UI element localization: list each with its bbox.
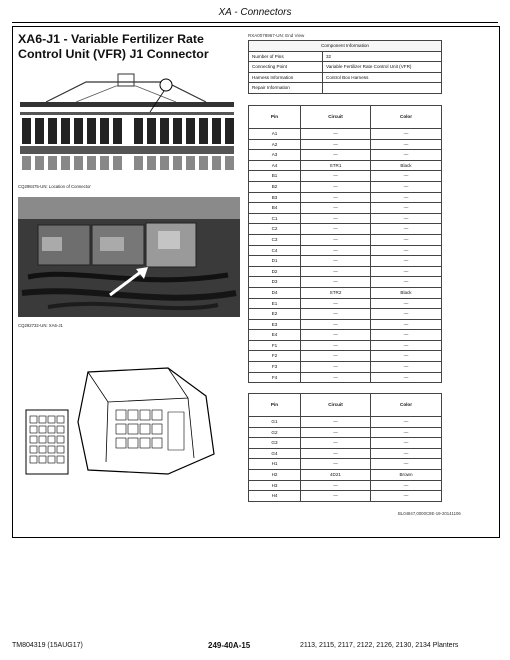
color-cell: — (371, 203, 442, 214)
pin-cell: E3 (249, 319, 301, 330)
circuit-cell: — (301, 266, 371, 277)
circuit-cell: — (301, 372, 371, 383)
pin-cell: B4 (249, 203, 301, 214)
color-header: Color (371, 394, 442, 417)
pin-table-2 (248, 393, 442, 502)
color-cell: — (371, 129, 442, 140)
pin-cell: H2 (249, 469, 301, 480)
pin-cell: C4 (249, 245, 301, 256)
color-cell: — (371, 171, 442, 182)
circuit-cell: STR2 (301, 287, 371, 298)
color-cell: — (371, 438, 442, 449)
table-row (249, 266, 442, 277)
color-cell: — (371, 491, 442, 502)
pin-cell: A2 (249, 139, 301, 150)
circuit-cell: — (301, 192, 371, 203)
footer-page-number: 249-40A-15 (208, 641, 251, 650)
pin-cell: B3 (249, 192, 301, 203)
pin-cell: H3 (249, 480, 301, 491)
color-cell: — (371, 362, 442, 373)
circuit-cell: — (301, 256, 371, 267)
circuit-cell: — (301, 340, 371, 351)
circuit-cell: — (301, 139, 371, 150)
pin-cell: F4 (249, 372, 301, 383)
pin-cell: E4 (249, 330, 301, 341)
table-row (249, 491, 442, 502)
table-row (249, 417, 442, 428)
color-cell: — (371, 330, 442, 341)
pin-cell: F1 (249, 340, 301, 351)
figure2-caption: CQ292732-UN: XA6-J1 (18, 323, 63, 328)
table-row (249, 83, 442, 94)
circuit-cell: — (301, 213, 371, 224)
info-key: Number of Pins (249, 51, 323, 62)
color-cell: — (371, 340, 442, 351)
pin-cell: B2 (249, 181, 301, 192)
circuit-cell: — (301, 362, 371, 373)
pin-table-1-body (249, 129, 442, 383)
color-cell: — (371, 245, 442, 256)
pin-cell: G1 (249, 417, 301, 428)
page-title: XA6-J1 - Variable Fertilizer Rate Control Unit (VFR) J1 Connector (18, 32, 209, 61)
color-cell: — (371, 266, 442, 277)
info-key: Repair Information (249, 83, 323, 94)
footer-manual-id: TM804319 (15AUG17) (12, 642, 83, 649)
pin-cell: C1 (249, 213, 301, 224)
circuit-cell: 4D21 (301, 469, 371, 480)
table-row (249, 213, 442, 224)
table-row (249, 448, 442, 459)
table-row (249, 330, 442, 341)
table-row (249, 192, 442, 203)
pin-cell: H4 (249, 491, 301, 502)
circuit-cell: — (301, 245, 371, 256)
figure1-caption: CQ298475-UN: Location of Connector (18, 184, 91, 189)
component-info-table (248, 40, 442, 94)
table-row (249, 160, 442, 171)
pin-cell: C2 (249, 224, 301, 235)
circuit-cell: — (301, 171, 371, 182)
color-cell: — (371, 417, 442, 428)
table-row (249, 298, 442, 309)
color-cell: — (371, 319, 442, 330)
color-cell: — (371, 139, 442, 150)
pin-cell: D3 (249, 277, 301, 288)
pin-cell: G3 (249, 438, 301, 449)
circuit-cell: — (301, 203, 371, 214)
color-cell: — (371, 224, 442, 235)
color-cell: — (371, 150, 442, 161)
pin-cell: A3 (249, 150, 301, 161)
table-row (249, 319, 442, 330)
table-row (249, 129, 442, 140)
table-row (249, 469, 442, 480)
circuit-cell: — (301, 277, 371, 288)
info-key: Connecting Point (249, 62, 323, 73)
color-cell: — (371, 234, 442, 245)
pin-cell: B1 (249, 171, 301, 182)
table-row (249, 62, 442, 73)
color-cell: Black (371, 160, 442, 171)
color-cell: — (371, 298, 442, 309)
circuit-cell: — (301, 129, 371, 140)
circuit-cell: — (301, 491, 371, 502)
pin-cell: F3 (249, 362, 301, 373)
color-cell: Brown (371, 469, 442, 480)
circuit-cell: — (301, 234, 371, 245)
pin-table-1 (248, 105, 442, 383)
pin-cell: A1 (249, 129, 301, 140)
table-row (249, 150, 442, 161)
document-footnote: BL04847,0000C9E-19-20141106 (398, 511, 461, 516)
circuit-cell: — (301, 298, 371, 309)
planter-illustration (16, 68, 238, 178)
component-info-heading: Component Information (249, 41, 442, 52)
table-row (249, 245, 442, 256)
table-row (249, 287, 442, 298)
pin-cell: G2 (249, 427, 301, 438)
circuit-cell: — (301, 438, 371, 449)
circuit-cell: — (301, 351, 371, 362)
pin-cell: E1 (249, 298, 301, 309)
connector-end-view-drawing (18, 362, 240, 480)
color-cell: — (371, 213, 442, 224)
table-row (249, 351, 442, 362)
color-cell: — (371, 256, 442, 267)
info-value: Control Box Harness (323, 72, 442, 83)
color-cell: — (371, 372, 442, 383)
color-cell: — (371, 459, 442, 470)
pin-cell: D4 (249, 287, 301, 298)
pin-cell: C3 (249, 234, 301, 245)
pin-cell: H1 (249, 459, 301, 470)
color-cell: — (371, 351, 442, 362)
table-row (249, 203, 442, 214)
table-row (249, 459, 442, 470)
color-cell: — (371, 309, 442, 320)
pin-cell: A4 (249, 160, 301, 171)
pin-cell: D1 (249, 256, 301, 267)
table-row (249, 480, 442, 491)
connector-location-photo (18, 197, 240, 317)
table-row (249, 438, 442, 449)
header-rule (12, 22, 498, 23)
circuit-cell: — (301, 417, 371, 428)
circuit-cell: — (301, 448, 371, 459)
color-cell: — (371, 480, 442, 491)
info-value: Variable Fertilizer Rate Control Unit (VFR) (323, 62, 442, 73)
circuit-cell: — (301, 427, 371, 438)
pin-cell: F2 (249, 351, 301, 362)
color-cell: — (371, 427, 442, 438)
color-header: Color (371, 106, 442, 129)
circuit-header: Circuit (301, 394, 371, 417)
end-view-reference: RXA0078967-UN: End View (248, 33, 305, 38)
info-value (323, 83, 442, 94)
pin-table-2-body (249, 417, 442, 502)
table-row (249, 234, 442, 245)
color-cell: — (371, 181, 442, 192)
table-row (249, 72, 442, 83)
circuit-cell: — (301, 224, 371, 235)
table-row (249, 256, 442, 267)
info-key: Harness Information (249, 72, 323, 83)
table-row (249, 224, 442, 235)
circuit-cell: — (301, 459, 371, 470)
circuit-header: Circuit (301, 106, 371, 129)
table-row (249, 181, 442, 192)
pin-cell: D2 (249, 266, 301, 277)
color-cell: — (371, 192, 442, 203)
circuit-cell: — (301, 330, 371, 341)
pin-cell: G4 (249, 448, 301, 459)
table-row (249, 427, 442, 438)
pin-header: Pin (249, 106, 301, 129)
circuit-cell: — (301, 319, 371, 330)
color-cell: Black (371, 287, 442, 298)
section-header: XA - Connectors (218, 7, 292, 18)
color-cell: — (371, 448, 442, 459)
circuit-cell: — (301, 181, 371, 192)
table-row (249, 139, 442, 150)
circuit-cell: — (301, 309, 371, 320)
color-cell: — (371, 277, 442, 288)
table-row (249, 340, 442, 351)
table-row (249, 362, 442, 373)
circuit-cell: — (301, 150, 371, 161)
circuit-cell: — (301, 480, 371, 491)
table-row (249, 277, 442, 288)
pin-header: Pin (249, 394, 301, 417)
table-row (249, 51, 442, 62)
table-row (249, 309, 442, 320)
table-row (249, 171, 442, 182)
info-value: 32 (323, 51, 442, 62)
circuit-cell: STR1 (301, 160, 371, 171)
footer-models: 2113, 2115, 2117, 2122, 2126, 2130, 2134 Planters (300, 642, 459, 649)
table-row (249, 372, 442, 383)
pin-cell: E2 (249, 309, 301, 320)
